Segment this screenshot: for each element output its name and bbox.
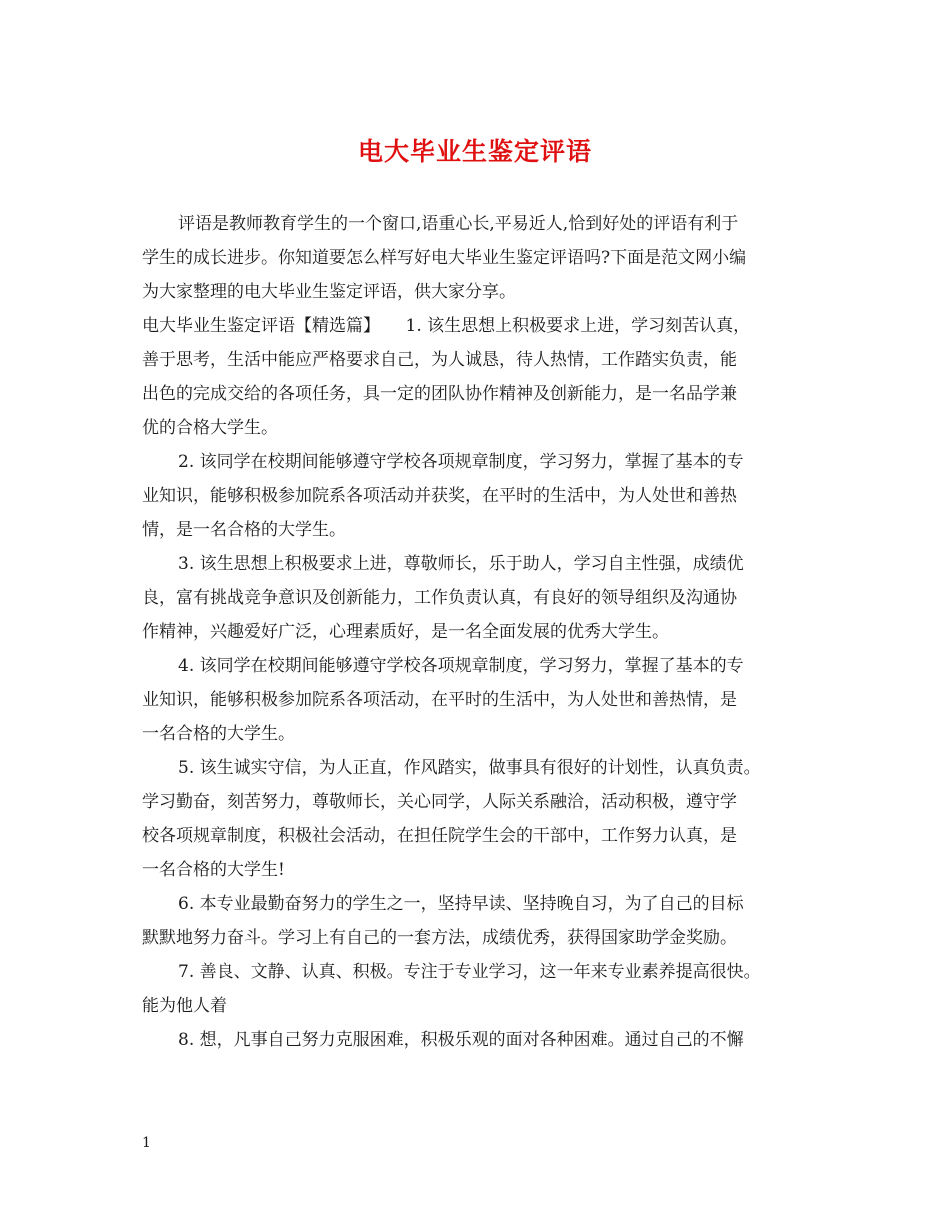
text-line: 2. 该同学在校期间能够遵守学校各项规章制度，学习努力，掌握了基本的专	[178, 452, 744, 472]
text-line: 4. 该同学在校期间能够遵守学校各项规章制度，学习努力，掌握了基本的专	[178, 656, 744, 676]
text-line: 学习勤奋，刻苦努力，尊敬师长，关心同学，人际关系融洽，活动积极，遵守学	[142, 792, 737, 812]
text-line: 良，富有挑战竞争意识及创新能力，工作负责认真，有良好的领导组织及沟通协	[142, 588, 737, 608]
text-line: 学生的成长进步。你知道要怎么样写好电大毕业生鉴定评语吗?下面是范文网小编	[142, 248, 747, 268]
text-line: 默默地努力奋斗。学习上有自己的一套方法，成绩优秀，获得国家助学金奖励。	[142, 928, 737, 948]
text-line: 业知识，能够积极参加院系各项活动，在平时的生活中，为人处世和善热情，是	[142, 690, 737, 710]
text-line: 为大家整理的电大毕业生鉴定评语，供大家分享。	[142, 282, 516, 302]
text-line: 业知识，能够积极参加院系各项活动并获奖，在平时的生活中，为人处世和善热	[142, 486, 737, 506]
text-line: 一名合格的大学生。	[142, 724, 295, 744]
text-line: 7. 善良、文静、认真、积极。专注于专业学习，这一年来专业素养提高很快。	[178, 962, 761, 982]
text-line: 优的合格大学生。	[142, 418, 278, 438]
document-body	[142, 207, 810, 1057]
page-number: 1	[142, 1135, 151, 1151]
text-line: 出色的完成交给的各项任务，具一定的团队协作精神及创新能力，是一名品学兼	[142, 384, 737, 404]
text-line: 3. 该生思想上积极要求上进，尊敬师长，乐于助人，学习自主性强，成绩优	[178, 554, 744, 574]
text-line: 电大毕业生鉴定评语【精选篇】 1. 该生思想上积极要求上进，学习刻苦认真，	[142, 316, 751, 336]
text-line: 情，是一名合格的大学生。	[142, 520, 346, 540]
text-line: 一名合格的大学生!	[142, 860, 285, 880]
text-line: 8. 想，凡事自己努力克服困难，积极乐观的面对各种困难。通过自己的不懈	[178, 1030, 744, 1050]
text-line: 能为他人着	[142, 996, 227, 1016]
text-line: 善于思考，生活中能应严格要求自己，为人诚恳，待人热情，工作踏实负责，能	[142, 350, 737, 370]
text-line: 评语是教师教育学生的一个窗口,语重心长,平易近人,恰到好处的评语有利于	[178, 214, 739, 234]
text-line: 5. 该生诚实守信，为人正直，作风踏实，做事具有很好的计划性，认真负责。	[178, 758, 761, 778]
text-line: 作精神，兴趣爱好广泛，心理素质好，是一名全面发展的优秀大学生。	[142, 622, 669, 642]
document-title: 电大毕业生鉴定评语	[357, 137, 592, 166]
text-line: 6. 本专业最勤奋努力的学生之一，坚持早读、坚持晚自习，为了自己的目标	[178, 894, 744, 914]
text-line: 校各项规章制度，积极社会活动，在担任院学生会的干部中，工作努力认真，是	[142, 826, 737, 846]
